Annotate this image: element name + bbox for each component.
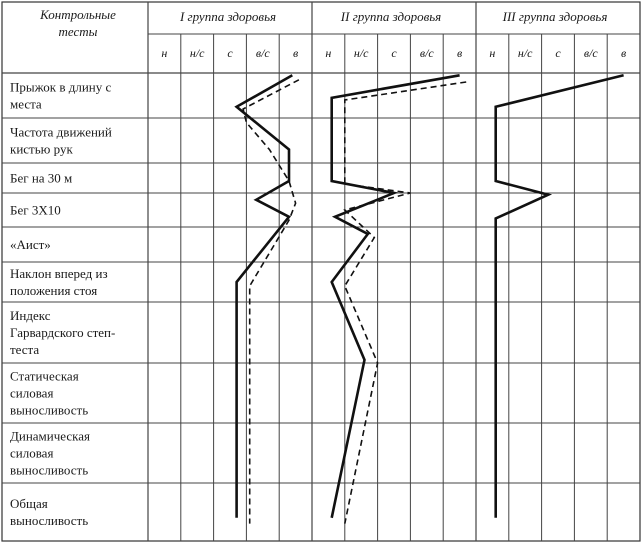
test-label-8-2: силовая <box>10 385 54 401</box>
level-label-g2-1: н <box>325 46 332 60</box>
level-label-g1-3: с <box>227 46 233 60</box>
level-label-g1-5: в <box>292 46 299 60</box>
test-label-6-2: положения стоя <box>10 283 98 298</box>
test-label-5-1: «Аист» <box>10 237 51 252</box>
level-label-g1-1: н <box>161 46 168 60</box>
test-label-8-1: Статическая <box>10 368 79 384</box>
profile-line-solid-g1 <box>237 75 293 518</box>
test-label-3-1: Бег на 30 м <box>10 170 73 186</box>
test-label-8-3: выносливость <box>10 402 89 418</box>
level-label-g3-4: в/с <box>583 46 598 60</box>
test-labels <box>10 80 115 529</box>
level-label-g2-3: с <box>391 46 397 60</box>
profile-lines <box>237 75 624 523</box>
level-subheaders <box>161 46 626 60</box>
level-label-g2-4: в/с <box>419 46 434 60</box>
level-label-g3-5: в <box>620 46 627 60</box>
level-label-g2-5: в <box>456 46 463 60</box>
level-label-g2-2: н/с <box>353 46 369 60</box>
group-title-3: III группа здоровья <box>502 9 608 24</box>
corner-header-line2: тесты <box>58 24 98 39</box>
test-label-9-2: силовая <box>10 445 54 461</box>
profile-line-solid-g2 <box>332 75 460 518</box>
test-label-1-1: Прыжок в длину с <box>10 79 112 95</box>
test-label-2-2: кистью рук <box>10 141 73 157</box>
level-label-g1-2: н/с <box>189 46 205 60</box>
level-label-g3-2: н/с <box>517 46 533 60</box>
group-title-1: I группа здоровья <box>179 9 277 24</box>
corner-header-line1: Контрольные <box>40 7 116 22</box>
test-label-2-1: Частота движений <box>10 124 112 140</box>
profile-line-dashed-g2 <box>345 82 466 524</box>
test-label-1-2: места <box>10 96 42 112</box>
test-label-6-1: Наклон вперед из <box>10 266 108 281</box>
group-title-2: II группа здоровья <box>340 9 442 24</box>
level-label-g3-3: с <box>555 46 561 60</box>
profile-line-solid-g3 <box>496 75 624 518</box>
test-label-10-2: выносливость <box>10 513 89 528</box>
test-label-9-3: выносливость <box>10 462 89 478</box>
level-label-g1-4: в/с <box>255 46 270 60</box>
test-label-9-1: Динамическая <box>10 428 91 444</box>
test-label-4-1: Бег 3Х10 <box>10 202 61 218</box>
level-label-g3-1: н <box>489 46 496 60</box>
test-label-10-1: Общая <box>10 496 48 511</box>
test-label-7-1: Индекс <box>10 308 51 323</box>
test-label-7-3: теста <box>10 342 40 357</box>
test-label-7-2: Гарвардского степ- <box>10 325 116 340</box>
